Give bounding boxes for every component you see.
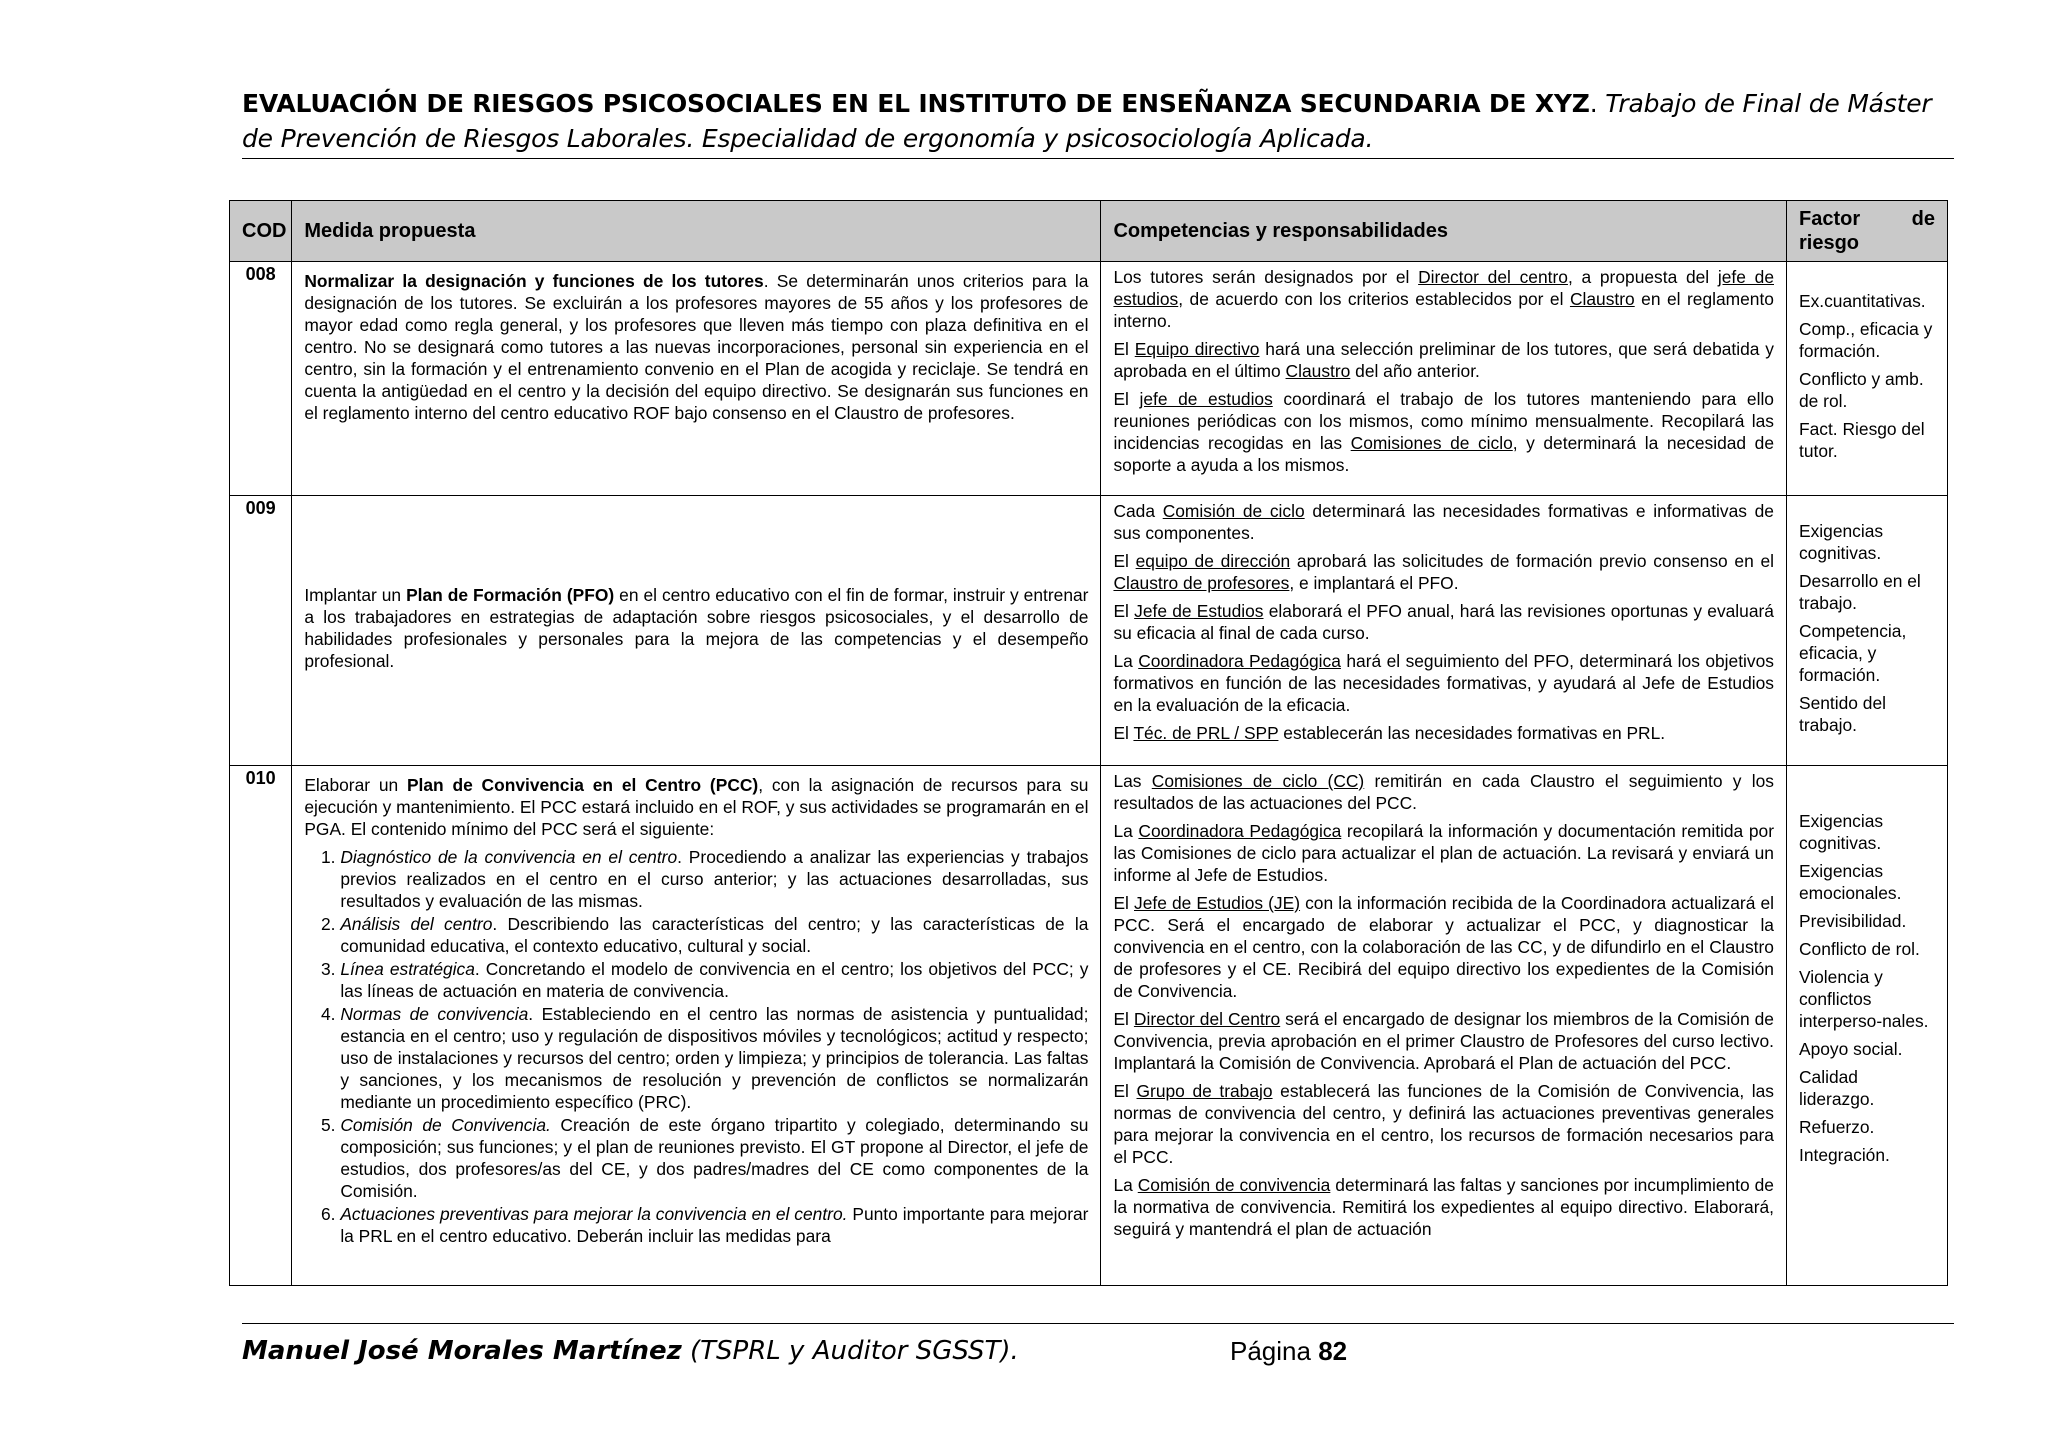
responsible-role: Director del centro (1418, 267, 1568, 287)
competencia-paragraph (1113, 550, 1774, 594)
list-item (340, 1203, 1088, 1247)
list-item-label: Normas de convivencia (340, 1004, 529, 1024)
competencia-text: remitirán en cada Claustro el seguimiento y los resultados de las actuaciones del PCC. (1113, 771, 1774, 813)
author-role: (TSPRL y Auditor SGSST). (681, 1336, 1019, 1366)
competencia-text: El (1113, 723, 1134, 743)
medida-text (304, 270, 1088, 424)
factor-item: Comp., eficacia y formación. (1798, 318, 1933, 361)
list-item-text: . Describiendo las características del centro; y las características de la comunidad educativa, el contexto educativo, cultural y social. (340, 914, 1089, 956)
factor-item: Integración. (1798, 1145, 1890, 1165)
list-item (340, 1114, 1088, 1202)
medida-rest: , con la asignación de recursos para su ejecución y mantenimiento. El PCC estará incluido en el ROF, y sus actividades se programarán en el PGA. El contenido mínimo del PCC será el siguiente: (304, 775, 1089, 839)
table-row (230, 496, 1948, 766)
list-item-text: . Procediendo a analizar las experiencias y trabajos previos realizados en el centro en el curso anterior; y las actuaciones desarrolladas, sus resultados y evaluación de las mismas. (340, 847, 1089, 911)
medida-lead: Normalizar la designación y funciones de los tutores (304, 271, 764, 291)
medida-text (304, 584, 1088, 672)
competencia-text: , y determinará la necesidad de soporte a ayuda a los mismos. (1113, 433, 1774, 475)
competencia-text: con la información recibida de la Coordinadora actualizará el PCC. Será el encargado de elaborar y actualizar el PCC, y diagnosticar la convivencia en el centro, con la colaboración de las CC, y de difundirlo en el Claustro de profesores y el CE. Recibirá del equipo directivo los expedientes de la Comisión de Convivencia. (1113, 893, 1774, 1001)
factor-item: Previsibilidad. (1798, 911, 1907, 931)
responsible-role: Claustro (1285, 361, 1351, 381)
cell-medida (292, 766, 1101, 1286)
competencia-text: , de acuerdo con los criterios establecidos por el (1178, 289, 1570, 309)
competencia-paragraph (1113, 650, 1774, 716)
competencia-text: El (1113, 551, 1136, 571)
list-item-label: Diagnóstico de la convivencia en el centro (340, 847, 678, 867)
cell-competencias (1101, 262, 1787, 496)
competencia-paragraph (1113, 820, 1774, 886)
responsible-role: Comisiones de ciclo (1350, 433, 1513, 453)
competencia-paragraph (1113, 266, 1774, 332)
factor-item: Calidad liderazgo. (1798, 1067, 1875, 1109)
page-header (242, 86, 1954, 156)
competencia-text: en el reglamento interno. (1113, 289, 1774, 331)
document-title: EVALUACIÓN DE RIESGOS PSICOSOCIALES EN EL INSTITUTO DE ENSEÑANZA SECUNDARIA DE XYZ (242, 89, 1590, 118)
cell-cod: 008 (230, 262, 292, 496)
competencia-paragraph (1113, 1174, 1774, 1240)
responsible-role: Comisión de ciclo (1162, 501, 1305, 521)
responsible-role: jefe de estudios (1113, 267, 1774, 309)
page-number (1230, 1336, 1347, 1367)
cell-factor (1786, 262, 1947, 496)
responsible-role: Coordinadora Pedagógica (1138, 821, 1342, 841)
measures-table (229, 200, 1948, 1286)
table-row (230, 766, 1948, 1286)
responsible-role: Claustro (1569, 289, 1635, 309)
header-factor-riesgo: riesgo (1798, 232, 1860, 254)
responsible-role: Comisiones de ciclo (CC) (1151, 771, 1365, 791)
competencia-paragraph (1113, 770, 1774, 814)
competencia-paragraph (1113, 722, 1774, 744)
competencia-paragraph (1113, 500, 1774, 544)
competencia-paragraph (1113, 388, 1774, 476)
list-item-text: . Estableciendo en el centro las normas de asistencia y puntualidad; estancia en el centro; uso y regulación de dispositivos móviles y tecnológicos; actitud y respecto; uso de instalaciones y recursos del centro; orden y limpieza; y principios de tolerancia. Las faltas y sanciones, y los mecanismos de resolución y prevención de conflictos se normalizarán mediante un procedimiento específico (PRC). (340, 1004, 1089, 1112)
medida-rest: . Se determinarán unos criterios para la designación de los tutores. Se excluirán a los profesores mayores de 55 años y los profesores de mayor edad como regla general, y los profesores que lleven más tiempo con plaza definitiva en el centro. No se designará como tutores a las nuevas incorporaciones, personal sin experiencia en el centro, sin la formación y el entrenamiento convenio en el Plan de acogida y reciclaje. Se tendrá en cuenta la antigüedad en el centro y la decisión del equipo directivo. Se designarán sus funciones en el reglamento interno del centro educativo ROF bajo consenso en el Claustro de profesores. (304, 271, 1089, 423)
header-cod: COD (230, 201, 292, 262)
competencia-text: del año anterior. (1350, 361, 1480, 381)
list-item-label: Línea estratégica (340, 959, 475, 979)
factor-item: Conflicto y amb. de rol. (1798, 368, 1924, 411)
cell-competencias (1101, 766, 1787, 1286)
competencia-paragraph (1113, 1008, 1774, 1074)
factor-item: Exigencias cognitivas. (1798, 520, 1884, 563)
list-item-text: Punto importante para mejorar la PRL en el centro educativo. Deberán incluir las medidas para (340, 1204, 1089, 1246)
factor-item: Apoyo social. (1798, 1039, 1903, 1059)
header-medida: Medida propuesta (292, 201, 1101, 262)
footer-rule (242, 1323, 1954, 1324)
author-name: Manuel José Morales Martínez (242, 1336, 682, 1366)
list-item-label: Comisión de Convivencia. (340, 1115, 551, 1135)
responsible-role: Coordinadora Pedagógica (1138, 651, 1341, 671)
responsible-role: Jefe de Estudios (1134, 601, 1264, 621)
header-competencias: Competencias y responsabilidades (1101, 201, 1787, 262)
competencia-text: El (1113, 1081, 1137, 1101)
header-factor-word: Factor (1798, 208, 1861, 230)
page-number-value: 82 (1318, 1336, 1348, 1366)
competencia-text: Cada (1113, 501, 1163, 521)
competencia-text: , a propuesta del (1567, 267, 1718, 287)
competencia-text: La (1113, 821, 1139, 841)
cell-medida (292, 262, 1101, 496)
cell-cod: 009 (230, 496, 292, 766)
header-factor (1786, 201, 1947, 262)
list-item (340, 846, 1088, 912)
factor-item: Conflicto de rol. (1798, 939, 1920, 959)
competencia-text: determinará las necesidades formativas e informativas de sus componentes. (1113, 501, 1774, 543)
competencia-text: La (1113, 651, 1139, 671)
competencia-text: El (1113, 893, 1134, 913)
competencia-text: Las (1113, 771, 1152, 791)
title-separator: . (1589, 89, 1606, 118)
responsible-role: Jefe de Estudios (JE) (1134, 893, 1301, 913)
medida-rest: en el centro educativo con el fin de formar, instruir y entrenar a los trabajadores en estrategias de adaptación sobre riesgos psicosociales, y el desarrollo de habilidades profesionales y personales para la mejora de las competencias y el desempeño profesional. (304, 584, 1089, 671)
competencia-text: coordinará el trabajo de los tutores manteniendo para ello reuniones periódicas con los mismos, como mínimo mensualmente. Recopilará las incidencias recogidas en las (1113, 389, 1774, 453)
factor-item: Exigencias cognitivas. (1798, 811, 1884, 853)
responsible-role: equipo de dirección (1135, 551, 1291, 571)
document-subtitle: Trabajo de Final de Máster de Prevención de Riesgos Laborales. Especialidad de ergonomía y psicosociología Aplicada. (242, 89, 1932, 153)
competencia-text: determinará las faltas y sanciones por incumplimiento de la normativa de convivencia. Remitirá los expedientes al equipo directivo. Elaborará, seguirá y mantendrá el plan de actuación (1113, 1175, 1774, 1239)
medida-pre: Elaborar un (304, 775, 407, 795)
competencia-text: hará el seguimiento del PFO, determinará los objetivos formativos en función de las necesidades formativas, y ayudará al Jefe de Estudios en la evaluación de la eficacia. (1113, 651, 1774, 715)
competencia-text: El (1113, 389, 1140, 409)
cell-cod: 010 (230, 766, 292, 1286)
competencia-text: establecerá las funciones de la Comisión de Convivencia, las normas de convivencia del centro, y definirá las actuaciones preventivas generales para mejorar la convivencia en el centro, los recursos de formación necesarios para el PCC. (1113, 1081, 1774, 1167)
competencia-text: La (1113, 1175, 1138, 1195)
medida-list (304, 846, 1088, 1247)
responsible-role: Grupo de trabajo (1136, 1081, 1273, 1101)
list-item (340, 1003, 1088, 1113)
table-row (230, 262, 1948, 496)
factor-item: Sentido del trabajo. (1798, 692, 1887, 735)
competencia-text: aprobará las solicitudes de formación previo consenso en el (1290, 551, 1774, 571)
list-item (340, 958, 1088, 1002)
competencia-text: El (1113, 1009, 1134, 1029)
factor-item: Refuerzo. (1798, 1117, 1875, 1137)
competencia-paragraph (1113, 338, 1774, 382)
responsible-role: Claustro de profesores (1113, 573, 1290, 593)
list-item-label: Análisis del centro (340, 914, 493, 934)
factor-item: Desarrollo en el trabajo. (1798, 570, 1921, 613)
cell-competencias (1101, 496, 1787, 766)
competencia-text: Los tutores serán designados por el (1113, 267, 1419, 287)
header-factor-de: de (1911, 208, 1935, 230)
header-rule (242, 158, 1954, 159)
competencia-text: será el encargado de designar los miembros de la Comisión de Convivencia, previa aprobación en el primer Claustro de Profesores del curso lectivo. Implantará la Comisión de Convivencia. Aprobará el Plan de actuación del PCC. (1113, 1009, 1774, 1073)
competencia-paragraph (1113, 892, 1774, 1002)
responsible-role: Téc. de PRL / SPP (1133, 723, 1279, 743)
medida-bold: Plan de Convivencia en el Centro (PCC) (406, 775, 759, 795)
competencia-paragraph (1113, 600, 1774, 644)
list-item-label: Actuaciones preventivas para mejorar la convivencia en el centro. (340, 1204, 848, 1224)
factor-item: Fact. Riesgo del tutor. (1798, 418, 1925, 461)
competencia-text: recopilará la información y documentación remitida por las Comisiones de ciclo para actualizar el plan de actuación. La revisará y enviará un informe al Jefe de Estudios. (1113, 821, 1774, 885)
factor-item: Violencia y conflictos interperso-nales. (1798, 967, 1929, 1031)
list-item (340, 913, 1088, 957)
medida-text (304, 774, 1088, 840)
competencia-text: , e implantará el PFO. (1289, 573, 1459, 593)
competencia-text: hará una selección preliminar de los tutores, que será debatida y aprobada en el último (1113, 339, 1774, 381)
responsible-role: Comisión de convivencia (1137, 1175, 1331, 1195)
responsible-role: Director del Centro (1133, 1009, 1281, 1029)
medida-pre: Implantar un (304, 584, 407, 605)
factor-item: Ex.cuantitativas. (1798, 290, 1926, 311)
list-item-text: . Concretando el modelo de convivencia en el centro; los objetivos del PCC; y las líneas de actuación en materia de convivencia. (340, 959, 1089, 1001)
competencia-text: establecerán las necesidades formativas en PRL. (1278, 723, 1666, 743)
cell-factor (1786, 766, 1947, 1286)
factor-item: Competencia, eficacia, y formación. (1798, 620, 1907, 685)
cell-factor (1786, 496, 1947, 766)
cell-medida (292, 496, 1101, 766)
page-label: Página (1230, 1336, 1319, 1366)
factor-item: Exigencias emocionales. (1798, 861, 1902, 903)
footer-author (242, 1336, 1019, 1366)
list-item-text: Creación de este órgano tripartito y colegiado, determinando su composición; sus funciones; y el plan de reuniones previsto. El GT propone al Director, el jefe de estudios, dos profesores/as del CE, y dos padres/madres del CE como componentes de la Comisión. (340, 1115, 1089, 1201)
competencia-text: El (1113, 601, 1135, 621)
responsible-role: Equipo directivo (1134, 339, 1260, 359)
competencia-paragraph (1113, 1080, 1774, 1168)
responsible-role: jefe de estudios (1139, 389, 1273, 409)
competencia-text: El (1113, 339, 1135, 359)
competencia-text: elaborará el PFO anual, hará las revisiones oportunas y evaluará su eficacia al final de cada curso. (1113, 601, 1774, 643)
medida-bold: Plan de Formación (PFO) (406, 584, 615, 605)
